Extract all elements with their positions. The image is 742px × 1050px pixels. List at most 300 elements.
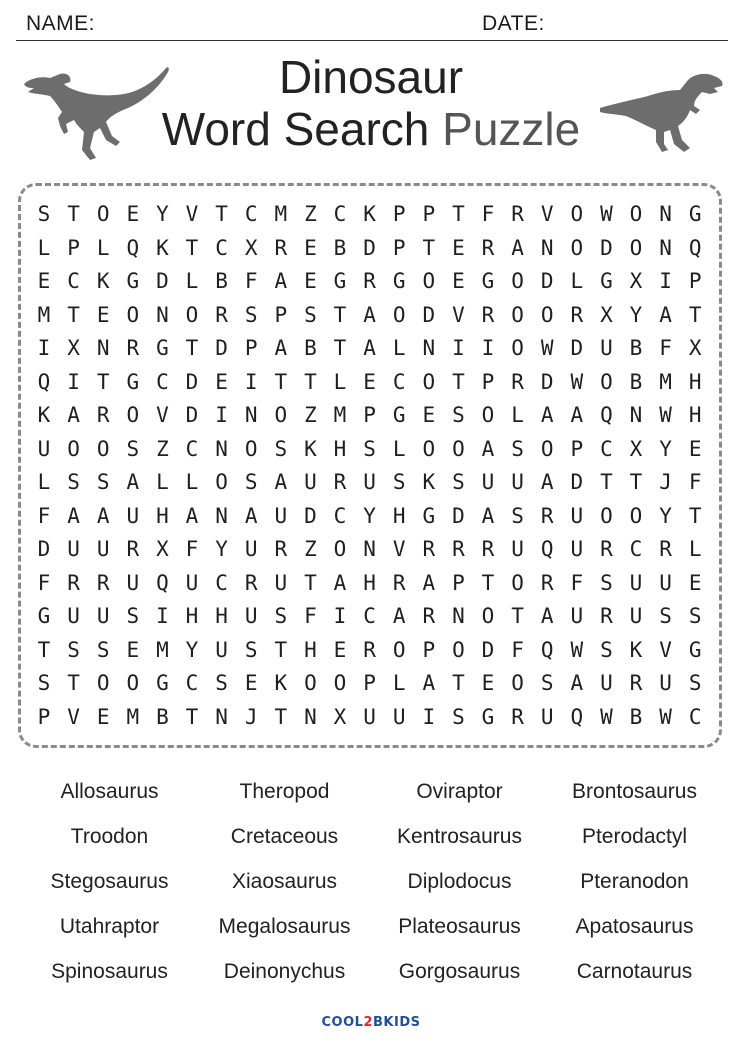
grid-letter[interactable]: X <box>333 704 347 729</box>
grid-letter[interactable]: O <box>244 436 258 461</box>
grid-letter[interactable]: U <box>274 503 288 528</box>
grid-letter[interactable]: D <box>37 537 51 561</box>
grid-letter[interactable]: R <box>600 604 613 628</box>
grid-letter[interactable]: D <box>481 637 495 662</box>
grid-letter[interactable]: V <box>659 637 672 662</box>
grid-letter[interactable]: G <box>481 704 495 729</box>
grid-letter[interactable]: S <box>67 637 80 662</box>
grid-letter[interactable]: A <box>570 403 584 427</box>
grid-letter[interactable]: T <box>452 202 465 226</box>
grid-letter[interactable]: T <box>304 369 317 394</box>
grid-letter[interactable]: M <box>126 704 140 729</box>
grid-letter[interactable]: R <box>511 202 524 226</box>
grid-letter[interactable]: X <box>629 436 643 461</box>
grid-letter[interactable]: L <box>392 436 406 461</box>
grid-letter[interactable]: U <box>126 570 140 595</box>
grid-letter[interactable]: O <box>422 436 436 461</box>
grid-letter[interactable]: S <box>452 470 465 494</box>
grid-letter[interactable]: L <box>688 537 702 561</box>
grid-letter[interactable]: L <box>96 235 110 260</box>
grid-letter[interactable]: F <box>659 336 672 360</box>
grid-letter[interactable]: E <box>215 369 228 394</box>
grid-letter[interactable]: H <box>304 637 317 662</box>
grid-letter[interactable]: S <box>274 436 288 461</box>
grid-letter[interactable]: T <box>688 302 702 327</box>
grid-letter[interactable]: A <box>274 269 288 293</box>
grid-letter[interactable]: O <box>511 570 524 595</box>
grid-letter[interactable]: A <box>363 302 376 327</box>
grid-letter[interactable]: S <box>688 671 702 695</box>
grid-letter[interactable]: O <box>185 302 199 327</box>
grid-letter[interactable]: Y <box>659 436 672 461</box>
grid-letter[interactable]: U <box>600 671 613 695</box>
grid-letter[interactable]: U <box>363 704 376 729</box>
grid-letter[interactable]: S <box>215 671 228 695</box>
grid-letter[interactable]: H <box>185 604 199 628</box>
grid-letter[interactable]: C <box>244 202 258 226</box>
grid-letter[interactable]: A <box>481 503 495 528</box>
grid-letter[interactable]: V <box>156 403 169 427</box>
grid-letter[interactable]: T <box>688 503 702 528</box>
grid-letter[interactable]: R <box>629 671 643 695</box>
grid-letter[interactable]: Q <box>37 369 51 394</box>
grid-letter[interactable]: T <box>511 604 524 628</box>
grid-letter[interactable]: O <box>629 202 643 226</box>
grid-letter[interactable]: U <box>67 604 80 628</box>
grid-letter[interactable]: L <box>511 403 524 427</box>
grid-letter[interactable]: E <box>688 436 702 461</box>
grid-letter[interactable]: O <box>392 302 406 327</box>
grid-letter[interactable]: W <box>600 704 613 729</box>
grid-letter[interactable]: D <box>452 503 465 528</box>
grid-letter[interactable]: H <box>215 604 228 628</box>
grid-letter[interactable]: R <box>422 537 436 561</box>
grid-letter[interactable]: O <box>392 637 406 662</box>
grid-letter[interactable]: Z <box>304 202 317 226</box>
grid-letter[interactable]: K <box>37 403 51 427</box>
grid-letter[interactable]: H <box>392 503 406 528</box>
grid-letter[interactable]: G <box>156 336 169 360</box>
grid-letter[interactable]: O <box>600 369 613 394</box>
grid-letter[interactable]: Y <box>215 537 228 561</box>
grid-letter[interactable]: D <box>185 369 199 394</box>
grid-letter[interactable]: L <box>37 470 51 494</box>
grid-letter[interactable]: L <box>185 269 199 293</box>
grid-letter[interactable]: R <box>481 537 495 561</box>
grid-letter[interactable]: Q <box>540 537 554 561</box>
grid-letter[interactable]: B <box>629 369 643 394</box>
grid-letter[interactable]: R <box>67 570 80 595</box>
grid-letter[interactable]: P <box>392 235 406 260</box>
grid-letter[interactable]: N <box>659 202 672 226</box>
grid-letter[interactable]: Q <box>156 570 169 595</box>
grid-letter[interactable]: X <box>688 336 702 360</box>
grid-letter[interactable]: P <box>392 202 406 226</box>
grid-letter[interactable]: I <box>156 604 169 628</box>
grid-letter[interactable]: E <box>363 369 376 394</box>
grid-letter[interactable]: S <box>511 436 524 461</box>
grid-letter[interactable]: O <box>126 302 140 327</box>
grid-letter[interactable]: B <box>629 704 643 729</box>
grid-letter[interactable]: M <box>274 202 288 226</box>
grid-letter[interactable]: W <box>659 403 672 427</box>
grid-letter[interactable]: S <box>244 302 258 327</box>
grid-letter[interactable]: G <box>37 604 51 628</box>
grid-letter[interactable]: Q <box>540 637 554 662</box>
grid-letter[interactable]: O <box>422 269 436 293</box>
grid-letter[interactable]: K <box>363 202 376 226</box>
grid-letter[interactable]: L <box>392 336 406 360</box>
grid-letter[interactable]: P <box>363 403 376 427</box>
grid-letter[interactable]: T <box>333 302 347 327</box>
grid-letter[interactable]: U <box>629 570 643 595</box>
grid-letter[interactable]: I <box>67 369 80 394</box>
grid-letter[interactable]: D <box>570 336 584 360</box>
grid-letter[interactable]: T <box>452 671 465 695</box>
grid-letter[interactable]: O <box>511 671 524 695</box>
grid-letter[interactable]: T <box>96 369 110 394</box>
grid-letter[interactable]: L <box>37 235 51 260</box>
grid-letter[interactable]: R <box>481 235 495 260</box>
grid-letter[interactable]: S <box>659 604 672 628</box>
grid-letter[interactable]: C <box>215 235 228 260</box>
grid-letter[interactable]: D <box>156 269 169 293</box>
grid-letter[interactable]: N <box>96 336 110 360</box>
grid-letter[interactable]: K <box>96 269 110 293</box>
grid-letter[interactable]: R <box>570 302 584 327</box>
grid-letter[interactable]: D <box>215 336 228 360</box>
grid-letter[interactable]: S <box>304 302 317 327</box>
grid-letter[interactable]: K <box>629 637 643 662</box>
grid-letter[interactable]: A <box>511 235 524 260</box>
grid-letter[interactable]: S <box>126 436 140 461</box>
grid-letter[interactable]: T <box>274 637 288 662</box>
grid-letter[interactable]: U <box>185 570 199 595</box>
grid-letter[interactable]: X <box>629 269 643 293</box>
grid-letter[interactable]: U <box>392 704 406 729</box>
grid-letter[interactable]: V <box>67 704 80 729</box>
grid-letter[interactable]: O <box>67 436 80 461</box>
grid-letter[interactable]: E <box>37 269 51 293</box>
grid-letter[interactable]: N <box>215 436 228 461</box>
grid-letter[interactable]: S <box>452 403 465 427</box>
grid-letter[interactable]: F <box>570 570 584 595</box>
grid-letter[interactable]: P <box>363 671 376 695</box>
grid-letter[interactable]: T <box>67 202 80 226</box>
grid-letter[interactable]: N <box>540 235 554 260</box>
grid-letter[interactable]: K <box>304 436 317 461</box>
grid-letter[interactable]: Z <box>304 403 317 427</box>
grid-letter[interactable]: T <box>452 369 465 394</box>
grid-letter[interactable]: P <box>452 570 465 595</box>
grid-letter[interactable]: Q <box>688 235 702 260</box>
grid-letter[interactable]: G <box>156 671 169 695</box>
grid-letter[interactable]: T <box>274 704 288 729</box>
grid-letter[interactable]: L <box>333 369 347 394</box>
grid-letter[interactable]: U <box>304 470 317 494</box>
grid-letter[interactable]: G <box>688 637 702 662</box>
grid-letter[interactable]: M <box>156 637 169 662</box>
grid-letter[interactable]: U <box>540 704 554 729</box>
grid-letter[interactable]: R <box>540 503 554 528</box>
grid-letter[interactable]: U <box>570 537 584 561</box>
grid-letter[interactable]: E <box>333 637 347 662</box>
grid-letter[interactable]: U <box>363 470 376 494</box>
grid-letter[interactable]: C <box>185 436 199 461</box>
grid-letter[interactable]: V <box>185 202 199 226</box>
grid-letter[interactable]: B <box>333 235 347 260</box>
grid-letter[interactable]: V <box>540 202 554 226</box>
grid-letter[interactable]: C <box>688 704 702 729</box>
grid-letter[interactable]: P <box>274 302 288 327</box>
grid-letter[interactable]: L <box>570 269 584 293</box>
grid-letter[interactable]: O <box>481 604 495 628</box>
grid-letter[interactable]: L <box>185 470 199 494</box>
grid-letter[interactable]: T <box>185 704 199 729</box>
grid-letter[interactable]: O <box>274 403 288 427</box>
grid-letter[interactable]: T <box>185 235 199 260</box>
grid-letter[interactable]: S <box>600 570 613 595</box>
grid-letter[interactable]: U <box>96 537 110 561</box>
grid-letter[interactable]: R <box>540 570 554 595</box>
grid-letter[interactable]: R <box>481 302 495 327</box>
grid-letter[interactable]: H <box>688 369 702 394</box>
grid-letter[interactable]: S <box>452 704 465 729</box>
grid-letter[interactable]: C <box>333 503 347 528</box>
grid-letter[interactable]: Y <box>629 302 643 327</box>
grid-letter[interactable]: A <box>392 604 406 628</box>
grid-letter[interactable]: K <box>274 671 288 695</box>
grid-letter[interactable]: U <box>481 470 495 494</box>
grid-letter[interactable]: F <box>688 470 702 494</box>
grid-letter[interactable]: R <box>511 369 524 394</box>
grid-letter[interactable]: O <box>333 671 347 695</box>
grid-letter[interactable]: B <box>156 704 169 729</box>
grid-letter[interactable]: I <box>452 336 465 360</box>
grid-letter[interactable]: T <box>600 470 613 494</box>
grid-letter[interactable]: E <box>244 671 258 695</box>
grid-letter[interactable]: Y <box>363 503 376 528</box>
grid-letter[interactable]: G <box>481 269 495 293</box>
grid-letter[interactable]: B <box>304 336 317 360</box>
grid-letter[interactable]: U <box>659 671 672 695</box>
grid-letter[interactable]: V <box>392 537 406 561</box>
grid-letter[interactable]: S <box>688 604 702 628</box>
grid-letter[interactable]: G <box>688 202 702 226</box>
grid-letter[interactable]: F <box>37 570 51 595</box>
grid-letter[interactable]: G <box>126 269 140 293</box>
grid-letter[interactable]: D <box>570 470 584 494</box>
grid-letter[interactable]: O <box>96 436 110 461</box>
grid-letter[interactable]: O <box>600 503 613 528</box>
grid-letter[interactable]: M <box>37 302 51 327</box>
grid-letter[interactable]: O <box>422 369 436 394</box>
grid-letter[interactable]: O <box>96 202 110 226</box>
grid-letter[interactable]: R <box>274 537 288 561</box>
grid-letter[interactable]: N <box>629 403 643 427</box>
grid-letter[interactable]: D <box>422 302 436 327</box>
grid-letter[interactable]: F <box>304 604 317 628</box>
grid-letter[interactable]: W <box>600 202 613 226</box>
grid-letter[interactable]: P <box>244 336 258 360</box>
grid-letter[interactable]: O <box>570 235 584 260</box>
grid-letter[interactable]: Z <box>156 436 169 461</box>
grid-letter[interactable]: W <box>540 336 554 360</box>
grid-letter[interactable]: R <box>333 470 347 494</box>
grid-letter[interactable]: O <box>333 537 347 561</box>
grid-letter[interactable]: T <box>67 302 80 327</box>
grid-letter[interactable]: R <box>511 704 524 729</box>
grid-letter[interactable]: S <box>363 436 376 461</box>
grid-letter[interactable]: O <box>96 671 110 695</box>
grid-letter[interactable]: O <box>215 470 228 494</box>
grid-letter[interactable]: S <box>37 202 51 226</box>
grid-letter[interactable]: D <box>304 503 317 528</box>
grid-letter[interactable]: G <box>422 503 436 528</box>
grid-letter[interactable]: T <box>629 470 643 494</box>
grid-letter[interactable]: G <box>126 369 140 394</box>
grid-letter[interactable]: E <box>481 671 495 695</box>
grid-letter[interactable]: H <box>156 503 169 528</box>
grid-letter[interactable]: R <box>600 537 613 561</box>
grid-letter[interactable]: T <box>67 671 80 695</box>
grid-letter[interactable]: N <box>156 302 169 327</box>
grid-letter[interactable]: R <box>274 235 288 260</box>
grid-letter[interactable]: H <box>333 436 347 461</box>
grid-letter[interactable]: I <box>37 336 51 360</box>
grid-letter[interactable]: A <box>67 403 80 427</box>
grid-letter[interactable]: L <box>392 671 406 695</box>
grid-letter[interactable]: U <box>96 604 110 628</box>
grid-letter[interactable]: A <box>96 503 110 528</box>
grid-letter[interactable]: F <box>37 503 51 528</box>
grid-letter[interactable]: B <box>629 336 643 360</box>
grid-letter[interactable]: C <box>600 436 613 461</box>
grid-letter[interactable]: N <box>422 336 436 360</box>
grid-letter[interactable]: E <box>126 637 140 662</box>
grid-letter[interactable]: U <box>67 537 80 561</box>
grid-letter[interactable]: R <box>363 637 376 662</box>
grid-letter[interactable]: N <box>215 704 228 729</box>
grid-letter[interactable]: I <box>333 604 347 628</box>
grid-letter[interactable]: P <box>422 202 436 226</box>
grid-letter[interactable]: M <box>333 403 347 427</box>
grid-letter[interactable]: W <box>570 637 584 662</box>
grid-letter[interactable]: O <box>540 436 554 461</box>
grid-letter[interactable]: O <box>126 403 140 427</box>
grid-letter[interactable]: A <box>274 470 288 494</box>
grid-letter[interactable]: R <box>96 403 110 427</box>
grid-letter[interactable]: U <box>659 570 672 595</box>
grid-letter[interactable]: A <box>67 503 80 528</box>
grid-letter[interactable]: I <box>215 403 228 427</box>
grid-letter[interactable]: R <box>452 537 465 561</box>
grid-letter[interactable]: A <box>274 336 288 360</box>
grid-letter[interactable]: Y <box>185 637 199 662</box>
grid-letter[interactable]: U <box>570 604 584 628</box>
grid-letter[interactable]: P <box>422 637 436 662</box>
grid-letter[interactable]: E <box>422 403 436 427</box>
grid-letter[interactable]: X <box>156 537 169 561</box>
grid-letter[interactable]: G <box>392 403 406 427</box>
grid-letter[interactable]: U <box>215 637 228 662</box>
grid-letter[interactable]: A <box>126 470 140 494</box>
grid-letter[interactable]: F <box>511 637 524 662</box>
grid-letter[interactable]: S <box>37 671 51 695</box>
grid-letter[interactable]: O <box>126 671 140 695</box>
grid-letter[interactable]: T <box>333 336 347 360</box>
grid-letter[interactable]: R <box>126 336 140 360</box>
grid-letter[interactable]: I <box>659 269 672 293</box>
grid-letter[interactable]: Q <box>570 704 584 729</box>
grid-letter[interactable]: V <box>452 302 465 327</box>
grid-letter[interactable]: A <box>540 403 554 427</box>
grid-letter[interactable]: S <box>67 470 80 494</box>
grid-letter[interactable]: O <box>481 403 495 427</box>
grid-letter[interactable]: H <box>688 403 702 427</box>
grid-letter[interactable]: E <box>304 235 317 260</box>
grid-letter[interactable]: M <box>659 369 672 394</box>
grid-letter[interactable]: U <box>600 336 613 360</box>
grid-letter[interactable]: Y <box>659 503 672 528</box>
grid-letter[interactable]: T <box>215 202 228 226</box>
grid-letter[interactable]: B <box>215 269 228 293</box>
grid-letter[interactable]: N <box>304 704 317 729</box>
grid-letter[interactable]: O <box>540 302 554 327</box>
grid-letter[interactable]: S <box>126 604 140 628</box>
grid-letter[interactable]: O <box>511 336 524 360</box>
grid-letter[interactable]: A <box>422 671 436 695</box>
grid-letter[interactable]: G <box>333 269 347 293</box>
grid-letter[interactable]: S <box>540 671 554 695</box>
grid-letter[interactable]: T <box>304 570 317 595</box>
grid-letter[interactable]: N <box>659 235 672 260</box>
grid-letter[interactable]: C <box>392 369 406 394</box>
grid-letter[interactable]: D <box>363 235 376 260</box>
grid-letter[interactable]: S <box>96 637 110 662</box>
grid-letter[interactable]: F <box>185 537 199 561</box>
grid-letter[interactable]: P <box>570 436 584 461</box>
grid-letter[interactable]: A <box>244 503 258 528</box>
grid-letter[interactable]: S <box>244 470 258 494</box>
grid-letter[interactable]: C <box>156 369 169 394</box>
grid-letter[interactable]: A <box>185 503 199 528</box>
grid-letter[interactable]: S <box>274 604 288 628</box>
grid-letter[interactable]: P <box>67 235 80 260</box>
grid-letter[interactable]: G <box>600 269 613 293</box>
grid-letter[interactable]: X <box>600 302 613 327</box>
grid-letter[interactable]: J <box>244 704 258 729</box>
grid-letter[interactable]: C <box>363 604 376 628</box>
grid-letter[interactable]: S <box>96 470 110 494</box>
grid-letter[interactable]: F <box>481 202 495 226</box>
grid-letter[interactable]: D <box>540 369 554 394</box>
grid-letter[interactable]: R <box>363 269 376 293</box>
grid-letter[interactable]: X <box>67 336 80 360</box>
grid-letter[interactable]: Q <box>126 235 140 260</box>
grid-letter[interactable]: I <box>244 369 258 394</box>
grid-letter[interactable]: T <box>274 369 288 394</box>
grid-letter[interactable]: S <box>244 637 258 662</box>
grid-letter[interactable]: O <box>304 671 317 695</box>
grid-letter[interactable]: P <box>688 269 702 293</box>
grid-letter[interactable]: O <box>629 235 643 260</box>
grid-letter[interactable]: O <box>452 637 465 662</box>
grid-letter[interactable]: U <box>629 604 643 628</box>
grid-letter[interactable]: S <box>600 637 613 662</box>
grid-letter[interactable]: E <box>96 302 110 327</box>
grid-letter[interactable]: E <box>304 269 317 293</box>
